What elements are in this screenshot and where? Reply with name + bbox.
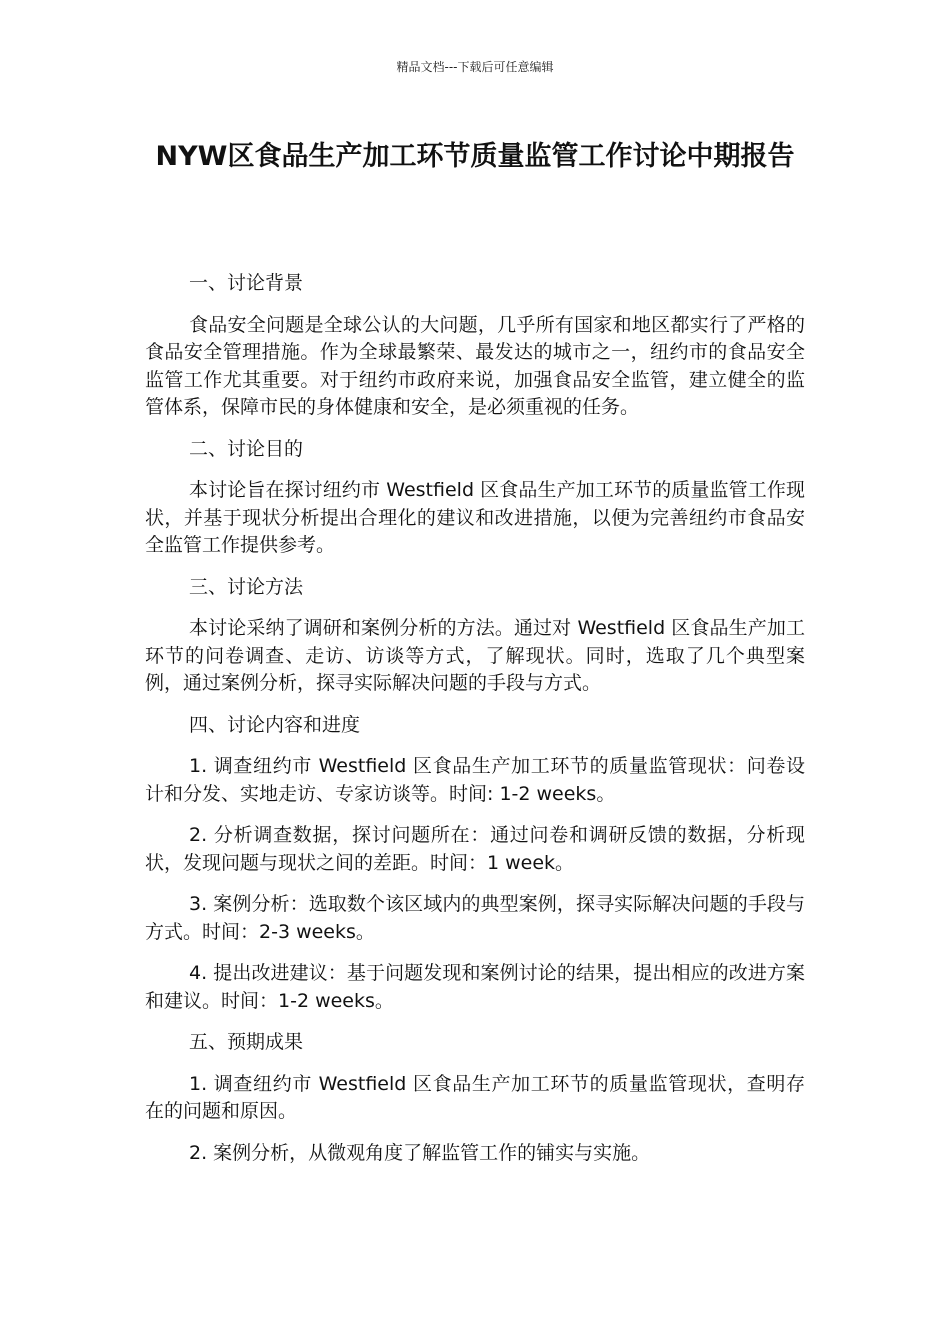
list-item: 1. 调查纽约市 Westfield 区食品生产加工环节的质量监管现状：问卷设计和分发、实地走访、专家访谈等。时间: 1-2 weeks。 [145, 755, 805, 805]
list-item: 4. 提出改进建议：基于问题发现和案例讨论的结果，提出相应的改进方案和建议。时间：1-2 weeks。 [145, 962, 805, 1012]
list-item: 2. 分析调查数据，探讨问题所在：通过问卷和调研反馈的数据，分析现状，发现问题与现状之间的差距。时间：1 week。 [145, 824, 805, 874]
section-heading: 四、讨论内容和进度 [189, 713, 361, 736]
document-body [145, 270, 805, 1181]
section-paragraph: 本讨论采纳了调研和案例分析的方法。通过对 Westfield 区食品生产加工环节的问卷调查、走访、访谈等方式，了解现状。同时，选取了几个典型案例，通过案例分析，探寻实际解决问题的手段与方式。 [145, 617, 805, 694]
section-heading: 一、讨论背景 [189, 272, 304, 294]
section-heading: 三、讨论方法 [189, 575, 304, 598]
list-item: 1. 调查纽约市 Westfield 区食品生产加工环节的质量监管现状，查明存在的问题和原因。 [145, 1072, 805, 1122]
document-title: NYW区食品生产加工环节质量监管工作讨论中期报告 [155, 141, 795, 172]
list-item: 3. 案例分析：选取数个该区域内的典型案例，探寻实际解决问题的手段与方式。时间：2-3 weeks。 [145, 893, 805, 943]
header-note: 精品文档---下载后可任意编辑 [396, 60, 554, 74]
section-paragraph: 食品安全问题是全球公认的大问题，几乎所有国家和地区都实行了严格的食品安全管理措施。作为全球最繁荣、最发达的城市之一，纽约市的食品安全监管工作尤其重要。对于纽约市政府来说，加强食品安全监管，建立健全的监管体系，保障市民的身体健康和安全，是必须重视的任务。 [145, 313, 805, 418]
section-heading: 五、预期成果 [189, 1031, 304, 1053]
section-heading: 二、讨论目的 [189, 437, 304, 460]
section-paragraph: 本讨论旨在探讨纽约市 Westfield 区食品生产加工环节的质量监管工作现状，并基于现状分析提出合理化的建议和改进措施，以便为完善纽约市食品安全监管工作提供参考。 [145, 479, 805, 556]
list-item: 2. 案例分析，从微观角度了解监管工作的铺实与实施。 [189, 1141, 651, 1164]
